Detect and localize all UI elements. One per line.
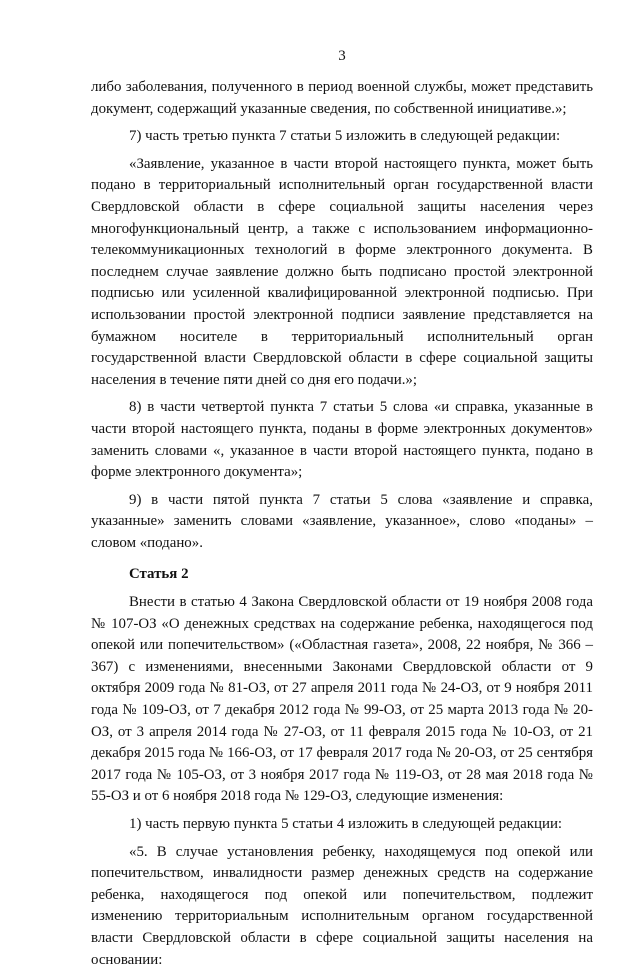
paragraph-item-1: 1) часть первую пункта 5 статьи 4 изложить в следующей редакции: <box>129 816 563 832</box>
paragraph-continuation: либо заболевания, полученного в период военной службы, может представить документ, содержащий указанные сведения, по собственной инициативе.»; <box>91 79 593 117</box>
page-number: 3 <box>338 48 346 64</box>
paragraph-item-9: 9) в части пятой пункта 7 статьи 5 слова «заявление и справка, указанные» заменить словами «заявление, указанное», слово «поданы» – словом «подано». <box>91 491 593 551</box>
paragraph-quoted-application: «Заявление, указанное в части второй настоящего пункта, может быть подано в территориальный исполнительный орган государственной власти Свердловской области в сфере социальной защиты населения через многофункциональный центр, а также с использованием информационно-телекоммуникационных технологий в форме электронного документа. В последнем случае заявление должно быть подписано простой электронной подписью или усиленной квалифицированной электронной подписью. При использовании простой электронной подписи заявление представляется на бумажном носителе в территориальный исполнительный орган государственной власти Свердловской области в сфере социальной защиты населения в течение пяти дней со дня его подачи.»; <box>91 155 593 388</box>
paragraph-item-8: 8) в части четвертой пункта 7 статьи 5 слова «и справка, указанные в части второй настоящего пункта, поданы в форме электронных документов» заменить словами «, указанное в части второй настоящего пункта, подано в форме электронного документа»; <box>91 399 593 481</box>
article-heading: Статья 2 <box>129 566 189 583</box>
paragraph-item-7: 7) часть третью пункта 7 статьи 5 изложить в следующей редакции: <box>129 128 561 145</box>
paragraph-quoted-point-5: «5. В случае установления ребенку, находящемуся под опекой или попечительством, инвалидности размер денежных средств на содержание ребенка, находящегося под опекой или попечительством, подлежит изменению территориальным исполнительным органом государственной власти Свердловской области в сфере социальной защиты населения на основании: <box>91 843 593 968</box>
paragraph-amendment-intro: Внести в статью 4 Закона Свердловской области от 19 ноября 2008 года № 107-ОЗ «О денежных средствах на содержание ребенка, находящегося под опекой или попечительством» («Областная газета», 2008, 22 ноября, № 366 – 367) с изменениями, внесенными Законами Свердловской области от 9 октября 2009 года № 81-ОЗ, от 27 апреля 2011 года № 24-ОЗ, от 9 ноября 2011 года № 109-ОЗ, от 7 декабря 2012 года № 99-ОЗ, от 25 марта 2013 года № 20-ОЗ, от 3 апреля 2014 года № 27-ОЗ, от 11 февраля 2015 года № 10-ОЗ, от 21 декабря 2015 года № 166-ОЗ, от 17 февраля 2017 года № 20-ОЗ, от 25 сентября 2017 года № 105-ОЗ, от 3 ноября 2017 года № 119-ОЗ, от 28 мая 2018 года № 55-ОЗ и от 6 ноября 2018 года № 129-ОЗ, следующие изменения: <box>91 594 593 805</box>
